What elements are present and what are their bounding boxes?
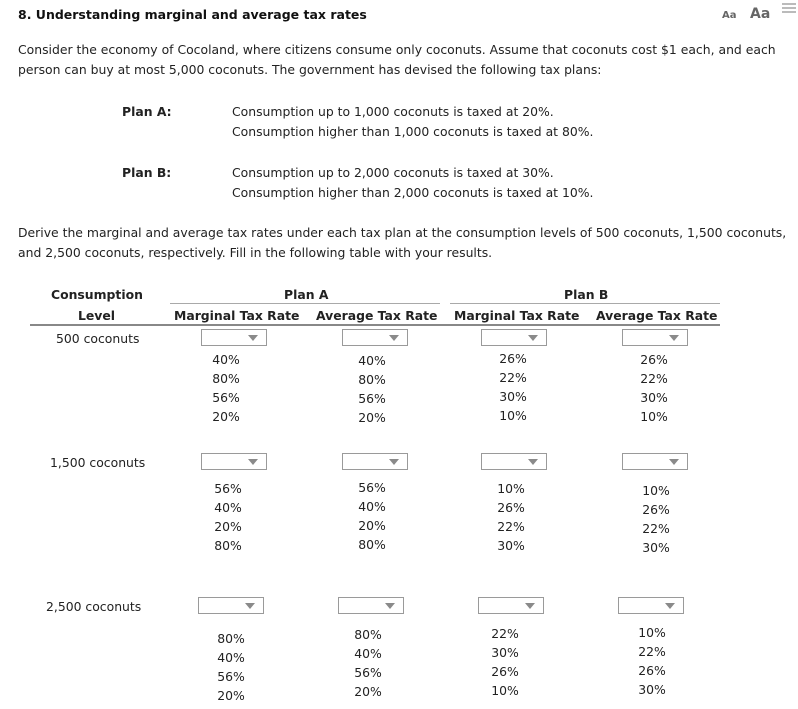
chevron-down-icon [528, 335, 538, 341]
option[interactable]: 80% [358, 537, 386, 552]
plan-a-average-header: Average Tax Rate [316, 308, 438, 323]
dropdown-2500-plan-a-marginal[interactable] [198, 597, 264, 614]
option[interactable]: 30% [640, 390, 668, 405]
plan-a-line-1: Consumption up to 1,000 coconuts is taxed at 20%. [232, 104, 554, 119]
plan-a-divider [170, 303, 440, 304]
chevron-down-icon [248, 459, 258, 465]
option[interactable]: 22% [640, 371, 668, 386]
dropdown-2500-plan-b-average[interactable] [618, 597, 684, 614]
chevron-down-icon [665, 603, 675, 609]
option[interactable]: 56% [217, 669, 245, 684]
dropdown-1500-plan-a-average[interactable] [342, 453, 408, 470]
option[interactable]: 26% [638, 663, 666, 678]
dropdown-500-plan-b-marginal[interactable] [481, 329, 547, 346]
option[interactable]: 20% [217, 688, 245, 703]
plan-b-label: Plan B: [122, 165, 172, 180]
dropdown-500-plan-b-average[interactable] [622, 329, 688, 346]
chevron-down-icon [669, 335, 679, 341]
option[interactable]: 40% [358, 353, 386, 368]
intro-text: Consider the economy of Cocoland, where citizens consume only coconuts. Assume that coconuts cost $1 each, and each person can buy at most 5,000 coconuts. The government has devised the following tax plans: [18, 42, 776, 77]
plan-a-line-2: Consumption higher than 1,000 coconuts is taxed at 80%. [232, 124, 594, 139]
option[interactable]: 56% [358, 480, 386, 495]
option[interactable]: 26% [499, 351, 527, 366]
chevron-down-icon [389, 335, 399, 341]
option[interactable]: 80% [212, 371, 240, 386]
dropdown-2500-plan-a-average[interactable] [338, 597, 404, 614]
option[interactable]: 56% [214, 481, 242, 496]
option[interactable]: 56% [358, 391, 386, 406]
option[interactable]: 10% [491, 683, 519, 698]
row-label-2500: 2,500 coconuts [46, 599, 142, 614]
chevron-down-icon [528, 459, 538, 465]
option[interactable]: 22% [642, 521, 670, 536]
chevron-down-icon [389, 459, 399, 465]
option[interactable]: 26% [642, 502, 670, 517]
option[interactable]: 20% [214, 519, 242, 534]
option[interactable]: 20% [354, 684, 382, 699]
option[interactable]: 20% [212, 409, 240, 424]
option[interactable]: 56% [212, 390, 240, 405]
dropdown-1500-plan-b-average[interactable] [622, 453, 688, 470]
chevron-down-icon [385, 603, 395, 609]
header-underline [30, 324, 720, 326]
chevron-down-icon [245, 603, 255, 609]
option[interactable]: 40% [212, 352, 240, 367]
option[interactable]: 20% [358, 518, 386, 533]
option[interactable]: 80% [214, 538, 242, 553]
plan-b-average-header: Average Tax Rate [596, 308, 718, 323]
option[interactable]: 40% [358, 499, 386, 514]
plan-a-header: Plan A [284, 287, 329, 302]
option[interactable]: 10% [497, 481, 525, 496]
option[interactable]: 40% [214, 500, 242, 515]
plan-b-marginal-header: Marginal Tax Rate [454, 308, 580, 323]
option[interactable]: 80% [358, 372, 386, 387]
option[interactable]: 20% [358, 410, 386, 425]
option[interactable]: 30% [491, 645, 519, 660]
option[interactable]: 80% [217, 631, 245, 646]
option[interactable]: 80% [354, 627, 382, 642]
dropdown-500-plan-a-marginal[interactable] [201, 329, 267, 346]
instructions-text: Derive the marginal and average tax rates under each tax plan at the consumption levels of 500 coconuts, 1,500 coconuts, and 2,500 coconuts, respectively. Fill in the following table with your results. [18, 225, 787, 260]
plan-a-marginal-header: Marginal Tax Rate [174, 308, 300, 323]
option[interactable]: 26% [497, 500, 525, 515]
consumption-header: Consumption [51, 287, 143, 302]
dropdown-2500-plan-b-marginal[interactable] [478, 597, 544, 614]
option[interactable]: 22% [638, 644, 666, 659]
font-size-large-button[interactable]: Aa [750, 6, 771, 22]
option[interactable]: 30% [499, 389, 527, 404]
option[interactable]: 40% [354, 646, 382, 661]
option[interactable]: 22% [497, 519, 525, 534]
row-label-1500: 1,500 coconuts [50, 455, 146, 470]
question-title: 8. Understanding marginal and average tax rates [18, 7, 367, 22]
plan-b-divider [450, 303, 720, 304]
dropdown-1500-plan-b-marginal[interactable] [481, 453, 547, 470]
dropdown-500-plan-a-average[interactable] [342, 329, 408, 346]
option[interactable]: 56% [354, 665, 382, 680]
print-icon[interactable] [781, 2, 797, 16]
level-header: Level [78, 308, 116, 323]
chevron-down-icon [525, 603, 535, 609]
plan-b-line-2: Consumption higher than 2,000 coconuts is taxed at 10%. [232, 185, 594, 200]
option[interactable]: 10% [642, 483, 670, 498]
option[interactable]: 26% [640, 352, 668, 367]
plan-b-header: Plan B [564, 287, 609, 302]
font-size-small-button[interactable]: Aa [722, 10, 737, 21]
plan-a-label: Plan A: [122, 104, 172, 119]
option[interactable]: 26% [491, 664, 519, 679]
option[interactable]: 10% [499, 408, 527, 423]
option[interactable]: 10% [638, 625, 666, 640]
option[interactable]: 30% [638, 682, 666, 697]
option[interactable]: 22% [491, 626, 519, 641]
plan-b-line-1: Consumption up to 2,000 coconuts is taxed at 30%. [232, 165, 554, 180]
option[interactable]: 22% [499, 370, 527, 385]
row-label-500: 500 coconuts [56, 331, 140, 346]
dropdown-1500-plan-a-marginal[interactable] [201, 453, 267, 470]
option[interactable]: 30% [497, 538, 525, 553]
option[interactable]: 40% [217, 650, 245, 665]
option[interactable]: 30% [642, 540, 670, 555]
chevron-down-icon [669, 459, 679, 465]
chevron-down-icon [248, 335, 258, 341]
option[interactable]: 10% [640, 409, 668, 424]
